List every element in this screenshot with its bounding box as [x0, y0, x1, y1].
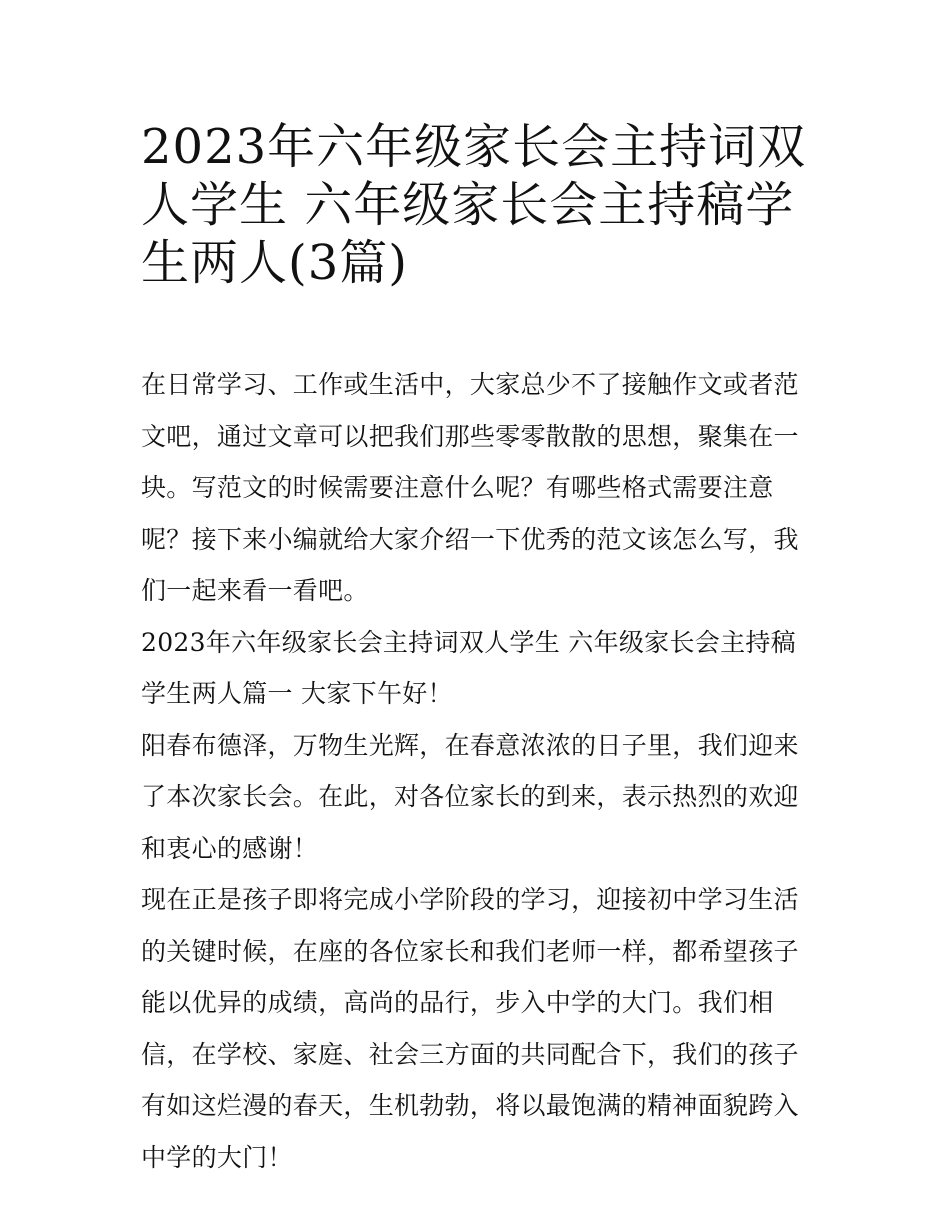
- title-line: 人学生 六年级家长会主持稿学: [141, 177, 795, 233]
- body-paragraph: 现在正是孩子即将完成小学阶段的学习，迎接初中学习生活的关键时候，在座的各位家长和我们老师一样，都希望孩子能以优异的成绩，高尚的品行，步入中学的大门。我们相信，在学校、家庭、社会三方面的共同配合下，我们的孩子有如这烂漫的春天，生机勃勃，将以最饱满的精神面貌跨入中学的大门！: [141, 885, 799, 1172]
- document-title: [141, 118, 821, 292]
- title-line: 2023年六年级家长会主持词双: [141, 119, 807, 175]
- title-line: 生两人(3篇): [141, 235, 408, 291]
- intro-paragraph: 在日常学习、工作或生活中，大家总少不了接触作文或者范文吧，通过文章可以把我们那些零零散散的思想，聚集在一块。写范文的时候需要注意什么呢？有哪些格式需要注意呢？接下来小编就给大家介绍一下优秀的范文该怎么写，我们一起来看一看吧。: [141, 370, 799, 605]
- body-paragraph: 阳春布德泽，万物生光辉，在春意浓浓的日子里，我们迎来了本次家长会。在此，对各位家长的到来，表示热烈的欢迎和衷心的感谢！: [141, 730, 799, 863]
- section-heading-paragraph: 2023年六年级家长会主持词双人学生 六年级家长会主持稿学生两人篇一 大家下午好！: [141, 627, 796, 708]
- document-body: [141, 359, 821, 1183]
